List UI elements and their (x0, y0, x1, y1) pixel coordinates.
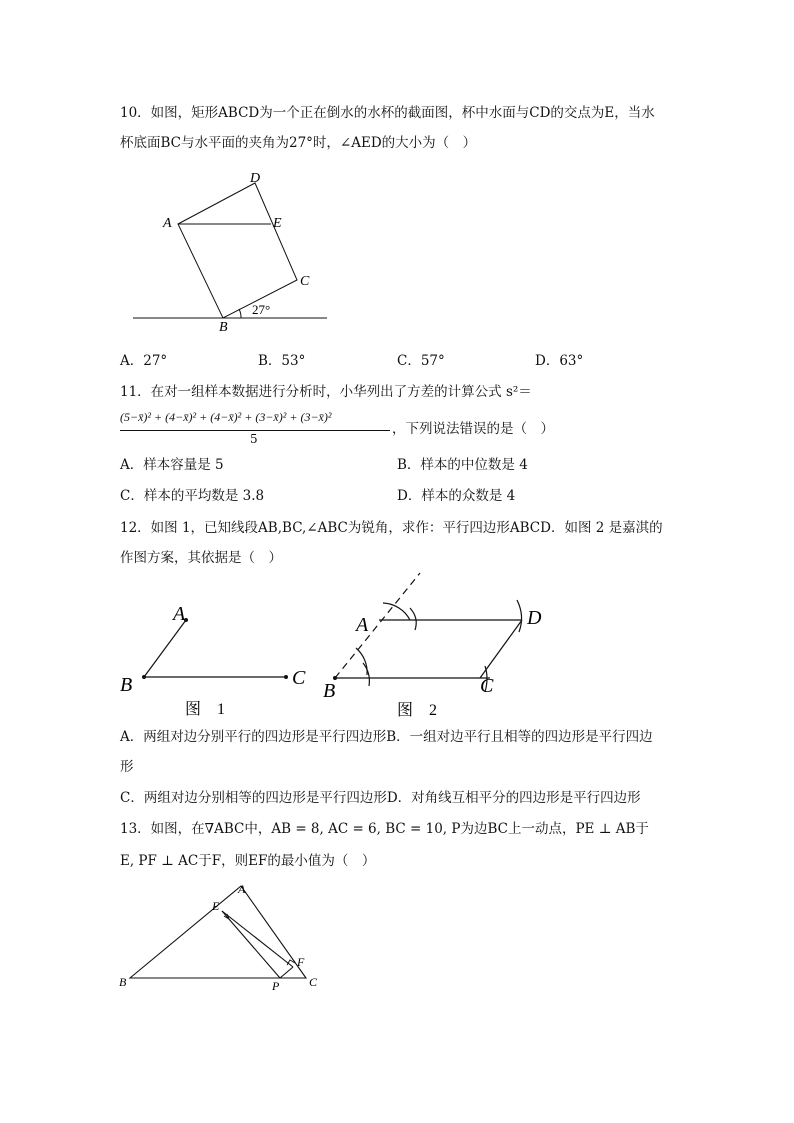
q13-label-c: C (309, 975, 318, 989)
q12-figure-1 (110, 590, 320, 720)
q11-fraction-bar (120, 430, 390, 431)
q11-option-a[interactable]: A．样本容量是 5 (120, 457, 224, 473)
q11-formula-denominator: 5 (250, 432, 258, 446)
q11-formula-numerator: (5−x̄)² + (4−x̄)² + (4−x̄)² + (3−x̄)² + (3−x̄)² (120, 410, 332, 424)
q12-fig2-arc-a2 (410, 608, 416, 630)
q13-segment-ef (222, 911, 293, 967)
q12-fig1-label-b: B (120, 674, 133, 696)
q10-label-a: A (163, 216, 172, 231)
q12-fig2-arc-b1 (356, 648, 367, 675)
q12-fig1-segment-ab (144, 620, 186, 677)
q12-fig1-point-b (142, 675, 146, 679)
q13-label-a: A (238, 882, 246, 896)
q11-stem-tail: ，下列说法错误的是（ ） (392, 421, 554, 437)
q12-fig2-arc-a1 (383, 603, 410, 620)
q13-stem-line2: E, PF ⊥ AC于F，则EF的最小值为（ ） (120, 853, 376, 869)
q12-fig2-label-c: C (480, 675, 494, 697)
q12-fig2-caption: 图 2 (397, 702, 438, 719)
q10-option-b[interactable]: B．53° (258, 353, 306, 369)
q12-option-b-tail: 形 (120, 759, 134, 775)
q11-option-d[interactable]: D．样本的众数是 4 (397, 488, 516, 504)
q12-options-c-d[interactable]: C．两组对边分别相等的四边形是平行四边形D．对角线互相平分的四边形是平行四边形 (120, 790, 641, 806)
q12-fig2-arc-d (517, 600, 522, 632)
q10-stem-line1: 10．如图，矩形ABCD为一个正在倒水的水杯的截面图，杯中水面与CD的交点为E，当水 (120, 105, 655, 121)
q10-option-d[interactable]: D．63° (535, 353, 584, 369)
q13-segment-ep (222, 911, 280, 978)
q10-label-e: E (273, 216, 282, 231)
q10-label-b: B (219, 320, 228, 335)
q10-label-c: C (300, 274, 310, 289)
q10-option-a[interactable]: A．27° (120, 353, 168, 369)
q12-fig1-point-c (284, 675, 288, 679)
q13-label-e: E (212, 899, 220, 913)
q10-option-c[interactable]: C．57° (397, 353, 445, 369)
q13-label-p: P (272, 979, 280, 993)
q13-label-f: F (297, 955, 305, 969)
q11-option-c[interactable]: C．样本的平均数是 3.8 (120, 488, 265, 504)
q12-stem-line1: 12．如图 1，已知线段AB,BC,∠ABC为锐角，求作：平行四边形ABCD．如图 2 是嘉淇的 (120, 520, 663, 536)
q10-stem-line2: 杯底面BC与水平面的夹角为27°时，∠AED的大小为（ ） (120, 135, 477, 151)
q13-figure (115, 880, 335, 995)
q11-variance-formula (120, 410, 332, 446)
q12-fig1-label-c: C (292, 667, 306, 689)
q12-fig2-label-b: B (323, 680, 336, 702)
q12-fig2-label-d: D (527, 607, 542, 629)
q12-fig1-label-a: A (173, 603, 186, 625)
q12-fig2-label-a: A (356, 614, 369, 636)
q12-fig2-dashed-ray (335, 573, 420, 678)
q11-option-b[interactable]: B．样本的中位数是 4 (397, 457, 528, 473)
q12-figure-2 (315, 568, 555, 723)
q12-stem-line2: 作图方案，其依据是（ ） (120, 550, 282, 566)
q10-figure (125, 168, 335, 338)
q10-angle-arc (239, 309, 241, 318)
q10-angle-label: 27° (252, 302, 271, 317)
q12-options-a-b[interactable]: A．两组对边分别平行的四边形是平行四边形B．一组对边平行且相等的四边形是平行四边 (120, 729, 653, 745)
q13-segment-pf (280, 967, 293, 978)
q13-label-b: B (119, 975, 127, 989)
q13-stem-line1: 13．如图，在∇ABC中，AB = 8, AC = 6, BC = 10, P为边BC上一动点，PE ⊥ AB于 (120, 821, 649, 837)
q11-stem-line1: 11．在对一组样本数据进行分析时，小华列出了方差的计算公式 s²＝ (120, 384, 532, 400)
q10-rectangle (178, 183, 297, 318)
q10-label-d: D (250, 171, 261, 186)
q12-fig1-caption: 图 1 (185, 701, 226, 718)
